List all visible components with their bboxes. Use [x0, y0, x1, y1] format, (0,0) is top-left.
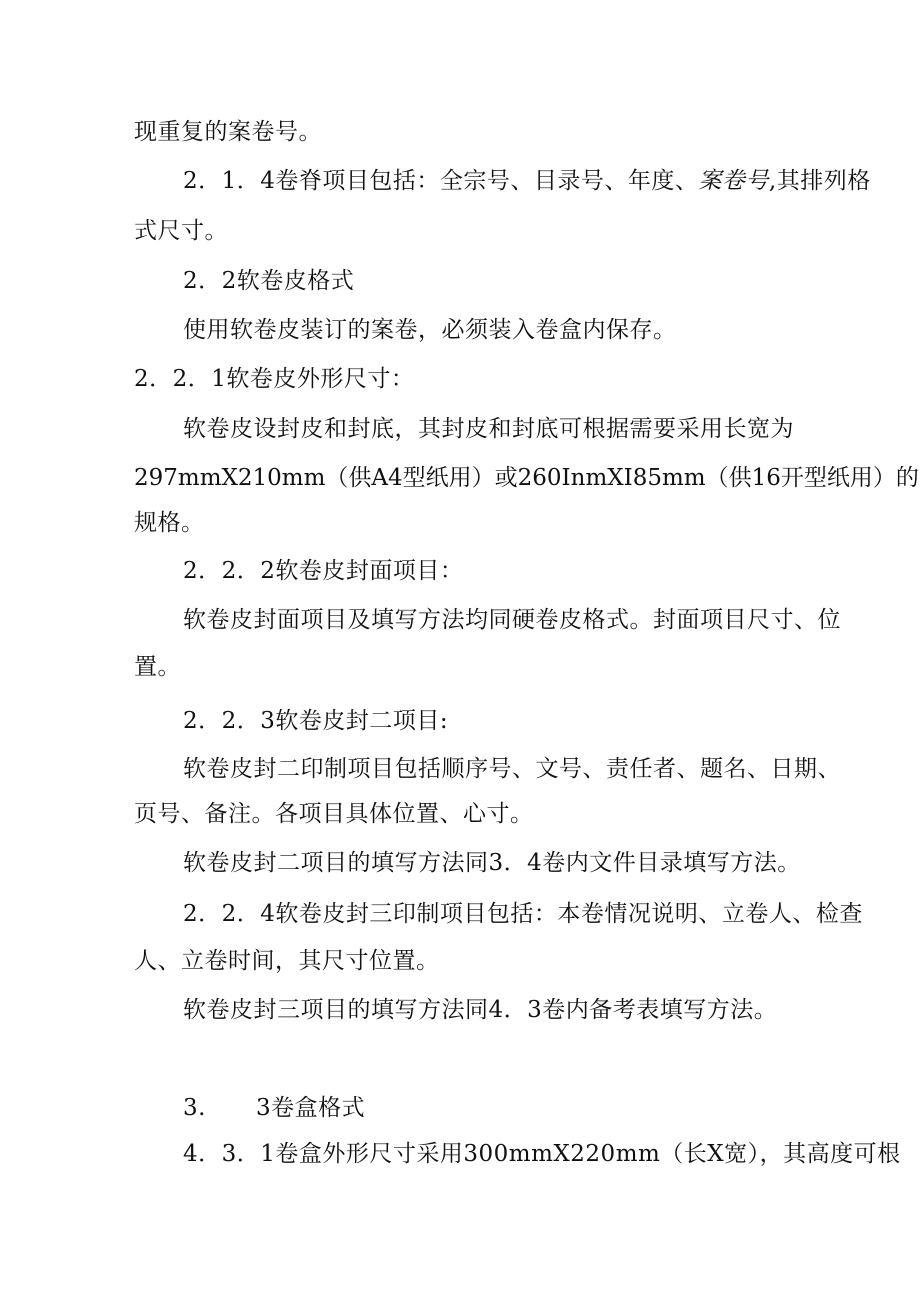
text-line-1: 现重复的案卷号。 — [134, 119, 322, 145]
section-heading-2-2: 2．2软卷皮格式 — [183, 268, 355, 294]
text-line-12: 置。 — [134, 654, 181, 680]
text-span: 2．1．4卷脊项目包括：全宗号、目录号、年度、 — [183, 168, 699, 194]
text-line-14: 软卷皮封二印制项目包括顺序号、文号、责任者、题名、日期、 — [183, 756, 841, 782]
section-heading-2-2-1: 2．2．1软卷皮外形尺寸： — [134, 366, 415, 392]
text-line-15: 页号、备注。各项目具体位置、心寸。 — [134, 801, 534, 827]
section-heading-3: 3卷盒格式 — [256, 1095, 366, 1121]
text-line-9: 规格。 — [134, 510, 205, 536]
text-line-16: 软卷皮封二项目的填写方法同3．4卷内文件目录填写方法。 — [183, 850, 801, 876]
section-heading-2-2-3: 2．2．3软卷皮封二项目: — [183, 708, 449, 734]
italic-span: 案卷号 — [698, 168, 769, 194]
text-span: ,其排列格 — [768, 168, 871, 194]
text-line-7: 软卷皮设封皮和封底，其封皮和封底可根据需要采用长宽为 — [183, 416, 794, 442]
section-heading-2-2-2: 2．2．2软卷皮封面项目： — [183, 558, 464, 584]
text-line-8: 297mmX210mm（供A4型纸用）或260InmXI85mm（供16开型纸用）的 — [134, 465, 919, 491]
text-line-2 — [183, 166, 871, 196]
text-line-18: 人、立卷时间，其尺寸位置。 — [134, 948, 440, 974]
text-line-11: 软卷皮封面项目及填写方法均同硬卷皮格式。封面项目尺寸、位 — [183, 607, 841, 633]
text-line-21: 4．3．1卷盒外形尺寸采用300mmX220mm（长X宽），其高度可根 — [183, 1141, 901, 1167]
text-line-5: 使用软卷皮装订的案卷，必须装入卷盒内保存。 — [183, 317, 677, 343]
text-line-19: 软卷皮封三项目的填写方法同4．3卷内备考表填写方法。 — [183, 997, 778, 1023]
text-line-3: 式尺寸。 — [134, 218, 228, 244]
section-heading-2-2-4: 2．2．4软卷皮封三印制项目包括：本卷情况说明、立卷人、检查 — [183, 901, 863, 927]
section-number-3: 3. — [183, 1095, 206, 1121]
